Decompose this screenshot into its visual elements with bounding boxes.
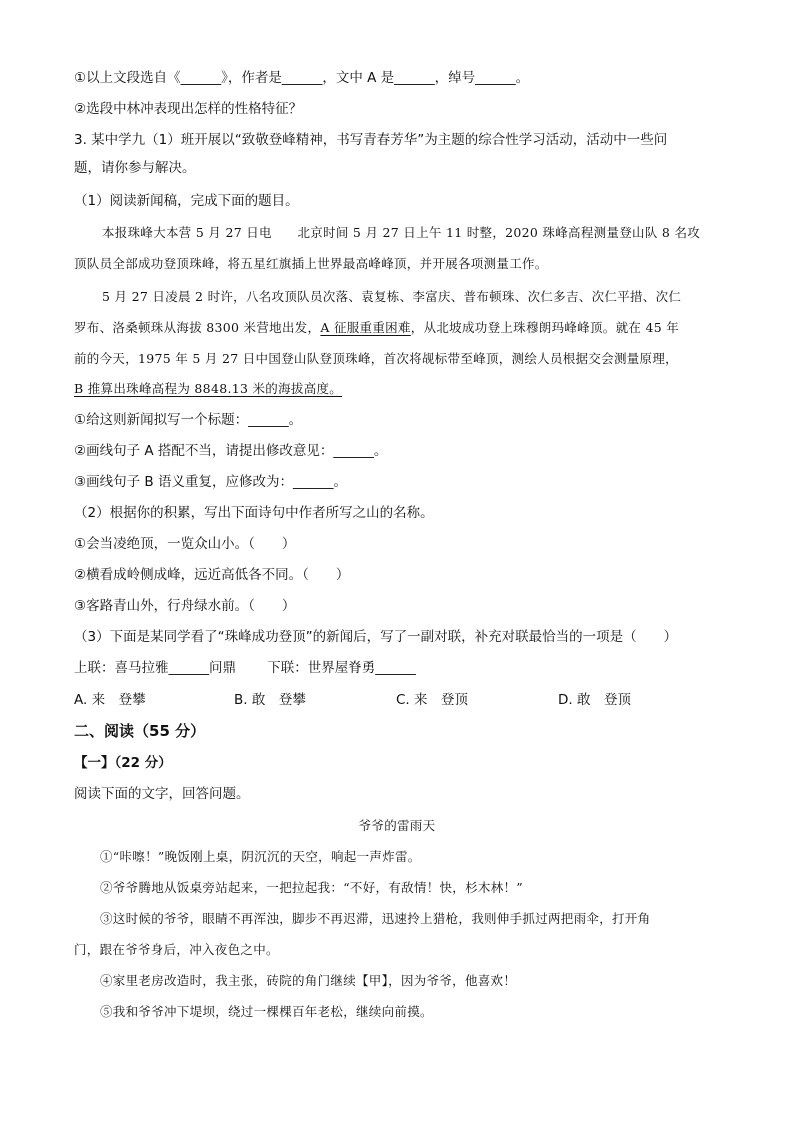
part-2-title: （2）根据你的积累，写出下面诗句中作者所写之山的名称。 bbox=[74, 505, 434, 521]
story-paragraph-3-line-2: 门，跟在爷爷身后，冲入夜色之中。 bbox=[74, 942, 279, 957]
news-paragraph-2-line-3: 前的今天，1975 年 5 月 27 日中国登山队登顶珠峰，首次将觇标带至峰顶，测绘人员根据交会测量原理， bbox=[74, 351, 678, 366]
story-paragraph-5: ⑤我和爷爷冲下堤坝，绕过一棵棵百年老松，继续向前摸。 bbox=[100, 1004, 433, 1019]
underlined-sentence-b: B 推算出珠峰高程为 8848.13 米的海拔高度。 bbox=[74, 381, 343, 396]
story-paragraph-4: ④家里老房改造时，我主张，砖院的角门继续【甲】，因为爷爷，他喜欢！ bbox=[100, 973, 517, 988]
news-paragraph-1-line-2: 顶队员全部成功登顶珠峰，将五星红旗插上世界最高峰峰顶，并开展各项测量工作。 bbox=[74, 256, 548, 271]
story-paragraph-3-line-1: ③这时候的爷爷，眼睛不再浑浊，脚步不再迟滞，迅速拎上猎枪，我则伸手抓过两把雨伞，打开角 bbox=[100, 911, 651, 926]
news-paragraph-2-line-2 bbox=[74, 318, 734, 338]
option-c: C. 来 登顶 bbox=[396, 692, 469, 708]
story-paragraph-1: ①“咔嚓！”晚饭刚上桌，阴沉沉的天空，响起一声炸雷。 bbox=[100, 849, 421, 864]
part-1-question-2: ②画线句子 A 搭配不当，请提出修改意见：______。 bbox=[74, 443, 388, 459]
option-b: B. 敢 登攀 bbox=[234, 692, 306, 708]
question-2-item-2: ②选段中林冲表现出怎样的性格特征？ bbox=[74, 101, 303, 117]
part-1-title: （1）阅读新闻稿，完成下面的题目。 bbox=[74, 193, 299, 209]
question-3-intro-line-1: 3. 某中学九（1）班开展以“致敬登峰精神，书写青春芳华”为主题的综合性学习活动，活动中一些问 bbox=[74, 132, 668, 148]
reading-instruction: 阅读下面的文字，回答问题。 bbox=[74, 786, 250, 802]
story-paragraph-2: ②爷爷腾地从饭桌旁站起来，一把拉起我：“不好，有敌情！快，杉木林！” bbox=[100, 880, 523, 895]
part-1-question-1: ①给这则新闻拟写一个标题：______。 bbox=[74, 412, 303, 428]
news-paragraph-1-line-1: 本报珠峰大本营 5 月 27 日电 北京时间 5 月 27 日上午 11 时整，2020 珠峰高程测量登山队 8 名攻 bbox=[102, 225, 701, 240]
option-d: D. 敢 登顶 bbox=[558, 692, 631, 708]
part-1-question-3: ③画线句子 B 语义重复，应修改为：______。 bbox=[74, 474, 347, 490]
news-paragraph-2-line-4 bbox=[74, 379, 734, 399]
part-2-question-1: ①会当凌绝顶，一览众山小。（ ） bbox=[74, 536, 296, 552]
option-a: A. 来 登攀 bbox=[74, 692, 146, 708]
news-paragraph-2-line-1: 5 月 27 日凌晨 2 时许，八名攻顶队员次落、袁复栋、李富庆、普布顿珠、次仁多吉、次仁平措、次仁 bbox=[102, 289, 682, 304]
part-2-question-2: ②横看成岭侧成峰，远近高低各不同。（ ） bbox=[74, 567, 350, 583]
question-2-item-1: ①以上文段选自《______》，作者是______，文中 A 是______，绰号______。 bbox=[74, 70, 530, 86]
section-2-heading: 二、阅读（55 分） bbox=[74, 722, 206, 740]
story-title: 爷爷的雷雨天 bbox=[358, 818, 436, 833]
section-2-sub-heading: 【一】（22 分） bbox=[74, 755, 172, 771]
part-3-title: （3）下面是某同学看了“珠峰成功登顶”的新闻后，写了一副对联，补充对联最恰当的一项是（ ） bbox=[74, 629, 678, 645]
couplet-line: 上联：喜马拉雅______问鼎 下联：世界屋脊勇______ bbox=[74, 660, 416, 676]
underlined-sentence-a: A 征服重重困难 bbox=[320, 320, 411, 335]
question-3-intro-line-2: 题，请你参与解决。 bbox=[74, 160, 196, 176]
news-text: 罗布、洛桑顿珠从海拔 8300 米营地出发， bbox=[74, 320, 321, 335]
news-text: ，从北坡成功登上珠穆朗玛峰峰顶。就在 45 年 bbox=[410, 320, 680, 335]
part-2-question-3: ③客路青山外，行舟绿水前。（ ） bbox=[74, 598, 296, 614]
